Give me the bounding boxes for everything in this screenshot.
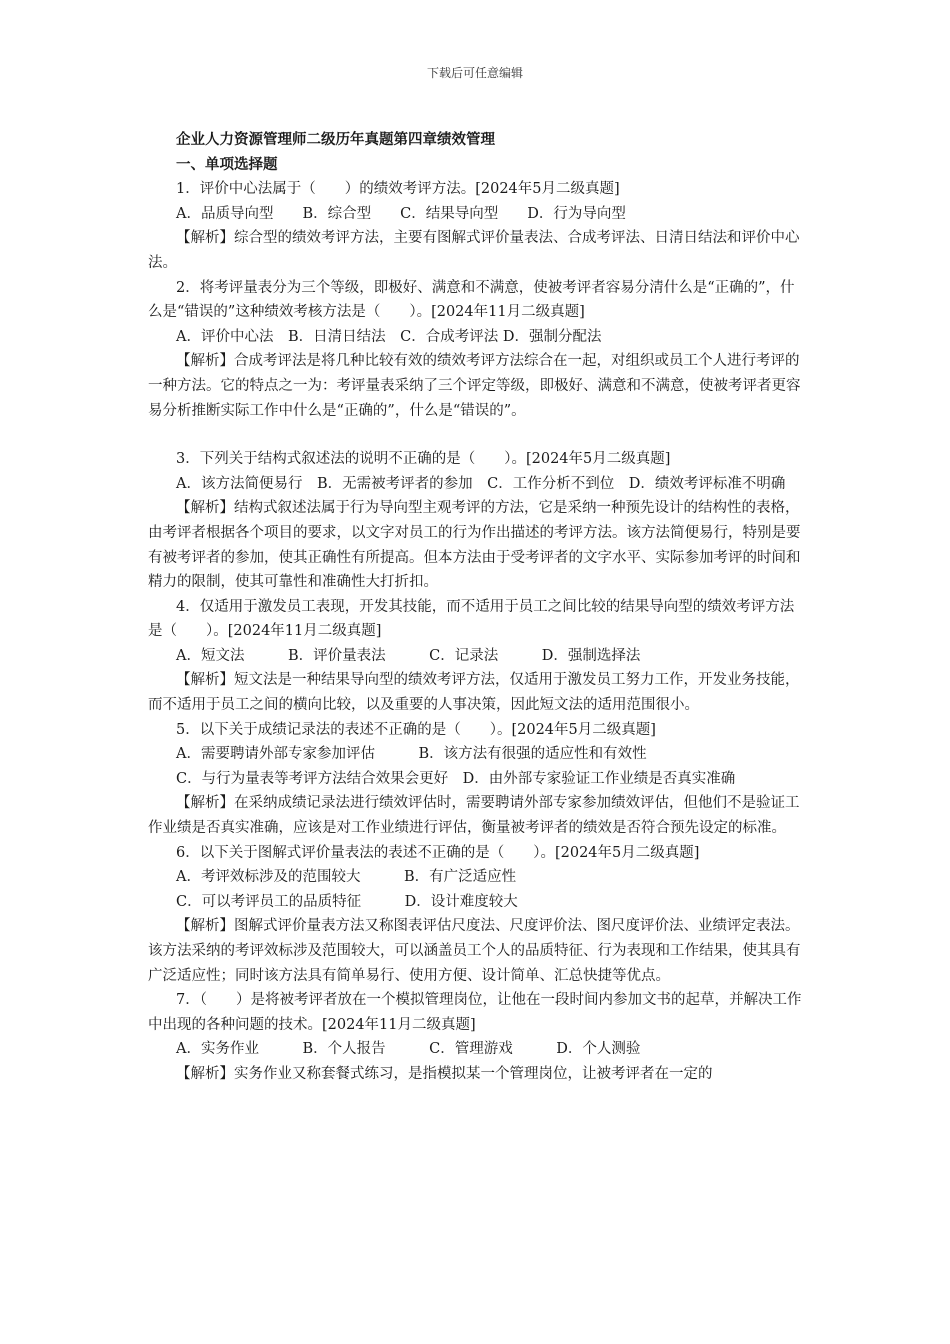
question-1-stem: 1．评价中心法属于（ ）的绩效考评方法。[2024年5月二级真题] (176, 181, 620, 198)
question-3-options: A．该方法简便易行 B．无需被考评者的参加 C．工作分析不到位 D．绩效考评标准不明确 (176, 475, 786, 492)
question-3-stem: 3．下列关于结构式叙述法的说明不正确的是（ ）。[2024年5月二级真题] (176, 451, 671, 468)
paragraph-gap (148, 423, 808, 447)
question-2-analysis: 【解析】合成考评法是将几种比较有效的绩效考评方法综合在一起，对组织或员工个人进行考评的一种方法。它的特点之一为：考评量表采纳了三个评定等级，即极好、满意和不满意，使被考评者更容易分析推断实际工作中什么是“正确的”，什么是“错误的”。 (148, 353, 801, 419)
document-body (148, 128, 808, 1087)
question-6-options-cd: C．可以考评员工的品质特征 D．设计难度较大 (176, 893, 518, 910)
question-7-options: A．实务作业 B．个人报告 C．管理游戏 D．个人测验 (176, 1041, 641, 1058)
question-1-options: A．品质导向型 B．综合型 C．结果导向型 D．行为导向型 (176, 205, 626, 222)
question-5-stem: 5．以下关于成绩记录法的表述不正确的是（ ）。[2024年5月二级真题] (176, 721, 656, 738)
question-6-analysis: 【解析】图解式评价量表方法又称图表评估尺度法、尺度评价法、图尺度评价法、业绩评定表法。该方法采纳的考评效标涉及范围较大，可以涵盖员工个人的品质特征、行为表现和工作结果，使其具有广泛适应性；同时该方法具有简单易行、使用方便、设计简单、汇总快捷等优点。 (148, 918, 801, 984)
question-4-stem: 4．仅适用于激发员工表现，开发其技能，而不适用于员工之间比较的结果导向型的绩效考评方法是（ ）。[2024年11月二级真题] (148, 598, 795, 640)
question-7-stem: 7．（ ）是将被考评者放在一个模拟管理岗位，让他在一段时间内参加文书的起草，并解决工作中出现的各种问题的技术。[2024年11月二级真题] (148, 992, 802, 1033)
document-title: 企业人力资源管理师二级历年真题第四章绩效管理 (176, 132, 495, 148)
question-7-analysis: 【解析】实务作业又称套餐式练习，是指模拟某一个管理岗位，让被考评者在一定的 (176, 1065, 713, 1082)
question-3-analysis: 【解析】结构式叙述法属于行为导向型主观考评的方法，它是采纳一种预先设计的结构性的表格，由考评者根据各个项目的要求，以文字对员工的行为作出描述的考评方法。该方法简便易行，特别是要有被考评者的参加，使其正确性有所提高。但本方法由于受考评者的文字水平、实际参加考评的时间和精力的限制，使其可靠性和准确性大打折扣。 (148, 500, 801, 591)
question-5-options-ab: A．需要聘请外部专家参加评估 B．该方法有很强的适应性和有效性 (176, 746, 647, 763)
question-2-stem: 2．将考评量表分为三个等级，即极好、满意和不满意，使被考评者容易分清什么是“正确的”，什么是“错误的”这种绩效考核方法是（ ）。[2024年11月二级真题] (148, 279, 795, 321)
question-5-analysis: 【解析】在采纳成绩记录法进行绩效评估时，需要聘请外部专家参加绩效评估，但他们不是验证工作业绩是否真实准确，应该是对工作业绩进行评估，衡量被考评者的绩效是否符合预先设定的标准。 (148, 795, 800, 837)
question-4-options: A．短文法 B．评价量表法 C．记录法 D．强制选择法 (176, 647, 641, 664)
question-2-options: A．评价中心法 B．日清日结法 C．合成考评法 D．强制分配法 (176, 328, 602, 345)
question-6-options-ab: A．考评效标涉及的范围较大 B．有广泛适应性 (176, 869, 517, 886)
question-5-options-cd: C．与行为量表等考评方法结合效果会更好 D．由外部专家验证工作业绩是否真实准确 (176, 770, 736, 787)
question-1-analysis: 【解析】综合型的绩效考评方法，主要有图解式评价量表法、合成考评法、日清日结法和评价中心法。 (148, 230, 800, 271)
section-heading: 一、单项选择题 (176, 156, 278, 173)
page-header-note: 下载后可任意编辑 (426, 66, 523, 80)
question-6-stem: 6．以下关于图解式评价量表法的表述不正确的是（ ）。[2024年5月二级真题] (176, 844, 700, 861)
question-4-analysis: 【解析】短文法是一种结果导向型的绩效考评方法，仅适用于激发员工努力工作，开发业务技能，而不适用于员工之间的横向比较，以及重要的人事决策，因此短文法的适用范围很小。 (148, 672, 800, 714)
